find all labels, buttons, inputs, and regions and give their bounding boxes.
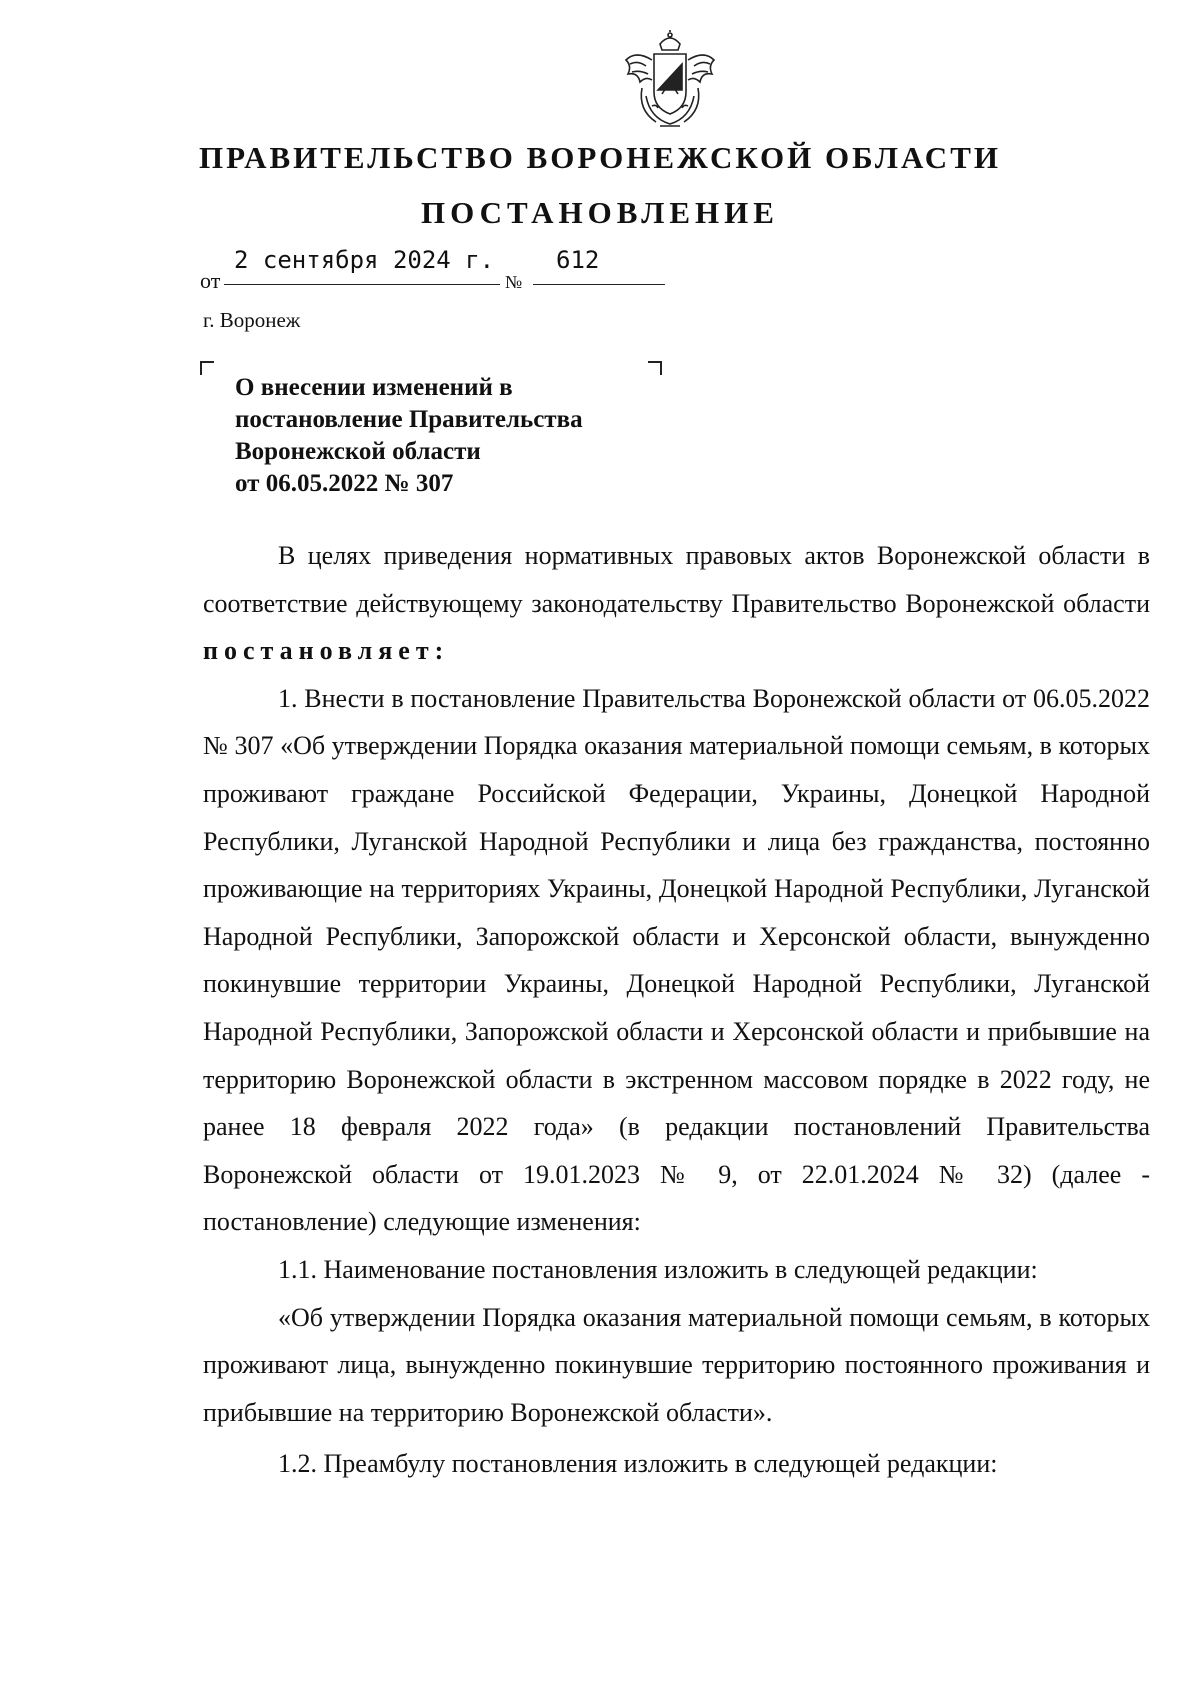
number-prefix: № [505, 272, 523, 292]
intro-colon: : [434, 636, 444, 666]
title-line: Воронежской области [235, 438, 481, 465]
coat-of-arms-icon [616, 30, 724, 132]
document-date: 2 сентября 2024 г. [234, 246, 495, 274]
paragraph-1-2: 1.2. Преамбулу постановления изложить в следующей редакции: [278, 1449, 998, 1479]
organization-name: ПРАВИТЕЛЬСТВО ВОРОНЕЖСКОЙ ОБЛАСТИ [199, 140, 1001, 175]
paragraph-1-1-quote: «Об утверждении Порядка оказания материальной помощи семьям, в которых проживают лица, вынужденно покинувшие территорию постоянного проживания и прибывшие на территорию Воронежской области». [203, 1302, 1150, 1427]
city: г. Воронеж [203, 308, 301, 332]
paragraph-1-1: 1.1. Наименование постановления изложить в следующей редакции: [278, 1254, 1038, 1284]
date-underline [224, 284, 500, 285]
date-prefix: от [200, 268, 221, 293]
number-underline [533, 284, 665, 285]
document-title [235, 372, 675, 500]
document-type: ПОСТАНОВЛЕНИЕ [421, 195, 779, 230]
title-line: от 06.05.2022 № 307 [235, 470, 454, 497]
title-corner-left [200, 361, 214, 375]
title-line: постановление Правительства [235, 406, 583, 433]
resolves-word: постановляет [203, 636, 435, 666]
title-line: О внесении изменений в [235, 374, 513, 401]
document-number: 612 [556, 246, 600, 274]
document-body [203, 532, 1150, 1488]
intro-text: В целях приведения нормативных правовых актов Воронежской области в соответствие действующему законодательству Правительство Воронежской области [203, 541, 1150, 618]
paragraph-1: 1. Внести в постановление Правительства Воронежской области от 06.05.2022 № 307 «Об утверждении Порядка оказания материальной помощи семьям, в которых проживают граждане Российской Федерации, Украины, Донецкой Народной Республики, Луганской Народной Республики и лица без гражданства, постоянно проживающие на территориях Украины, Донецкой Народной Республики, Луганской Народной Республики, Запорожской области и Херсонской области, вынужденно покинувшие территории Украины, Донецкой Народной Республики, Луганской Народной Республики, Запорожской области и Херсонской области и прибывшие на территорию Воронежской области в экстренном массовом порядке в 2022 году, не ранее 18 февраля 2022 года» (в редакции постановлений Правительства Воронежской области от 19.01.2023 № 9, от 22.01.2024 № 32) (далее - постановление) следующие изменения: [203, 683, 1150, 1237]
intro-paragraph [203, 532, 1150, 675]
